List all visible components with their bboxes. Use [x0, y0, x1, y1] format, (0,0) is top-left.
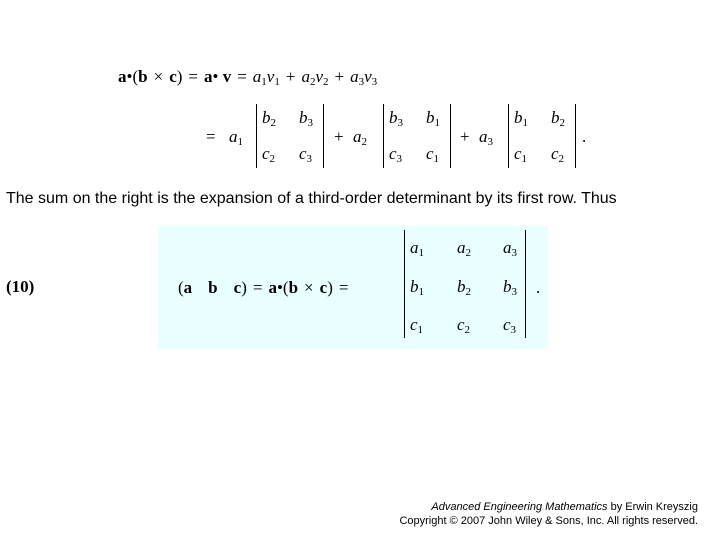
equals-sign: =: [206, 127, 216, 146]
equation-10-lhs: [178, 277, 354, 299]
det2-cell: $c_3$: [389, 144, 403, 165]
left-paren: (: [282, 278, 289, 297]
vector-v: v: [222, 67, 232, 86]
term-a2v2: $a_2v_2$: [301, 67, 329, 88]
vector-b: b: [288, 278, 299, 297]
body-text: The sum on the right is the expansion of a third-order determinant by its first row. Thus: [6, 190, 617, 207]
book-title: Advanced Engineering Mathematics: [431, 501, 608, 513]
copyright: Copyright © 2007 John Wiley & Sons, Inc. All rights reserved.: [399, 515, 698, 527]
cross-operator: ×: [304, 278, 314, 297]
vector-b: b: [208, 278, 218, 297]
cross-operator: ×: [153, 67, 164, 86]
det3x3-cell: $a_1$: [410, 238, 424, 259]
det3x3-cell: $c_1$: [410, 315, 424, 336]
coefficient-a2: $a_2$: [353, 127, 367, 148]
det3x3-cell: $a_3$: [503, 238, 517, 259]
period: .: [536, 278, 541, 297]
vector-c: c: [233, 278, 242, 297]
det2-cell: $b_1$: [426, 108, 440, 129]
plus-sign: +: [334, 67, 345, 86]
det3x3-cell: $b_2$: [457, 277, 471, 298]
equals-sign: =: [188, 67, 198, 86]
vector-a: a: [268, 278, 277, 297]
equals-sign: =: [338, 278, 349, 297]
determinant-2: [383, 104, 451, 168]
equals-sign: =: [252, 278, 263, 297]
det2-cell: $c_1$: [426, 144, 440, 165]
det3-cell: $b_2$: [551, 108, 565, 129]
footer-book-line: [399, 500, 698, 514]
vector-c: c: [169, 67, 177, 86]
det1-cell: $b_2$: [262, 108, 276, 129]
vector-c: c: [319, 278, 328, 297]
determinant-3: [508, 104, 576, 168]
det3x3-cell: $a_2$: [457, 238, 471, 259]
right-paren: ): [176, 67, 183, 86]
coefficient-a1: $a_1$: [229, 127, 243, 148]
left-paren: (: [178, 278, 184, 297]
equation-number: (10): [6, 277, 35, 296]
det3x3-cell: $c_3$: [503, 315, 517, 336]
vector-a: a: [118, 67, 127, 86]
term-a3v3: $a_3v_3$: [350, 67, 378, 88]
period: .: [582, 127, 587, 146]
plus-sign: +: [334, 127, 344, 146]
left-paren: (: [132, 67, 139, 86]
equation-triple-product-expansion: [118, 66, 377, 93]
coefficient-a3: $a_3$: [479, 127, 493, 148]
right-paren: ): [241, 278, 247, 297]
determinant-3x3: [404, 230, 526, 338]
author: by Erwin Kreyszig: [607, 501, 698, 513]
vector-a: a: [204, 67, 213, 86]
dot-operator: •: [276, 278, 283, 297]
equals-sign: =: [237, 67, 247, 86]
term-a1v1: $a_1v_1$: [252, 67, 280, 88]
vector-a: a: [183, 278, 193, 297]
vector-b: b: [138, 67, 148, 86]
det3-cell: $b_1$: [514, 108, 528, 129]
det3-cell: $c_2$: [551, 144, 565, 165]
det1-cell: $b_3$: [299, 108, 313, 129]
det2-cell: $b_3$: [389, 108, 403, 129]
plus-sign: +: [285, 67, 296, 86]
dot-operator: •: [212, 67, 219, 86]
det3x3-cell: $b_3$: [503, 277, 517, 298]
det1-cell: $c_2$: [262, 144, 276, 165]
right-paren: ): [327, 278, 333, 297]
det3x3-cell: $c_2$: [457, 315, 471, 336]
footer-credit: [399, 500, 698, 528]
determinant-1: [256, 104, 324, 168]
det3-cell: $c_1$: [514, 144, 528, 165]
det3x3-cell: $b_1$: [410, 277, 424, 298]
plus-sign: +: [460, 127, 470, 146]
det1-cell: $c_3$: [299, 144, 313, 165]
dot-operator: •: [126, 67, 133, 86]
